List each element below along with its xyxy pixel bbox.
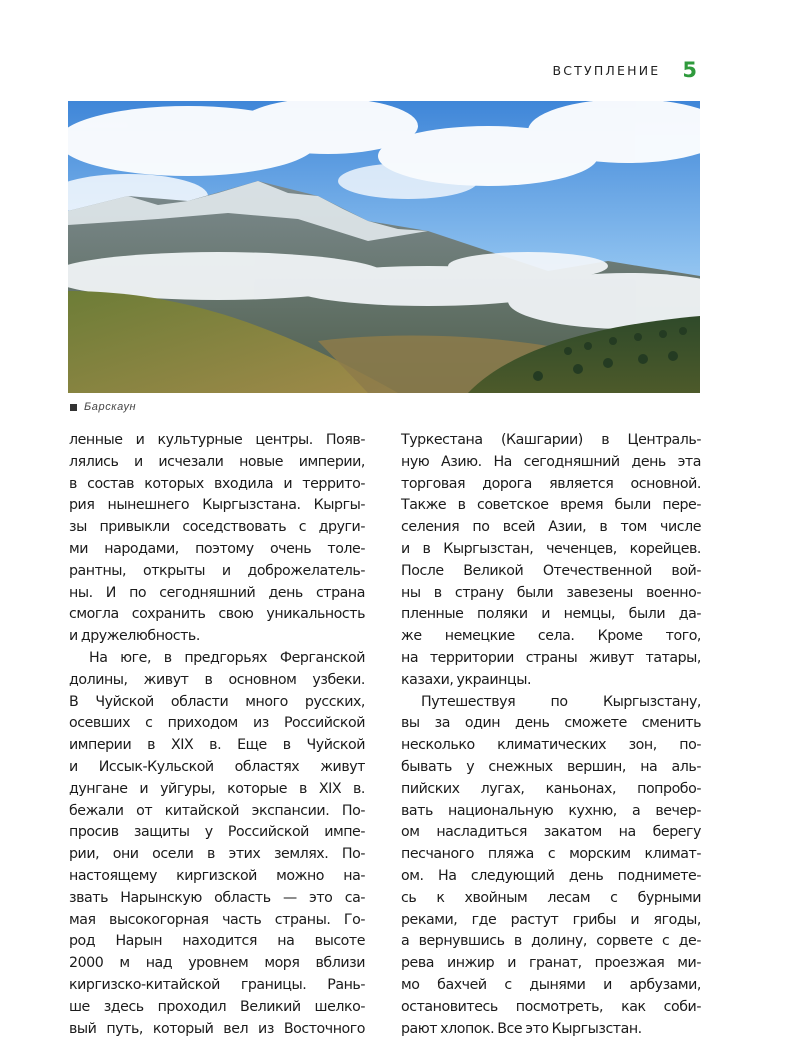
text-line: и дружелюбность. [69, 628, 200, 645]
text-line: рия нынешнего Кыргызстана. Кыргы- [69, 497, 365, 514]
text-line: бывать у снежных вершин, на аль- [401, 758, 701, 775]
text-line: ны. И по сегодняшний день страна [69, 584, 365, 601]
text-line: вы за один день сможете сменить [401, 715, 701, 732]
text-line: звать Нарынскую область — это са- [69, 889, 365, 906]
text-line: осевших с приходом из Российской [69, 715, 365, 732]
caption-text: Барскаун [84, 401, 137, 413]
text-column-left [69, 430, 365, 1040]
section-title: ВСТУПЛЕНИЕ [552, 62, 661, 78]
text-line: ом насладиться закатом на берегу [401, 824, 701, 841]
page-number: 5 [682, 58, 697, 82]
text-line: реками, где растут грибы и ягоды, [401, 911, 701, 928]
text-line: рают хлопок. Все это Кыргызстан. [401, 1020, 642, 1037]
photo-caption [70, 401, 136, 413]
text-line: зы привыкли соседствовать с други- [69, 519, 365, 536]
text-line: селения по всей Азии, в том числе [401, 519, 701, 536]
text-line: ленные и культурные центры. Появ- [69, 432, 365, 448]
text-column-right [401, 430, 701, 1040]
text-line: и в Кыргызстан, чеченцев, корейцев. [401, 540, 701, 557]
text-line: торговая дорога является основной. [401, 475, 701, 492]
text-line: ны в страну были завезены военно- [401, 584, 701, 601]
page-header [552, 58, 697, 82]
text-line: остановитесь посмотреть, как соби- [401, 998, 701, 1015]
text-line: дунгане и уйгуры, которые в XIX в. [69, 780, 365, 797]
text-line: просив защиты у Российской импе- [69, 824, 365, 841]
text-line: ную Азию. На сегодняшний день эта [401, 453, 701, 470]
text-line: империи в XIX в. Еще в Чуйской [69, 737, 365, 754]
text-line: 2000 м над уровнем моря вблизи [69, 955, 365, 972]
text-line: в состав которых входила и террито- [69, 475, 365, 492]
text-line: смогла сохранить свою уникальность [69, 606, 365, 623]
text-line: мая высокогорная часть страны. Го- [69, 911, 365, 928]
text-line: настоящему киргизской можно на- [69, 867, 365, 884]
text-line: несколько климатических зон, по- [401, 737, 701, 754]
text-line: же немецкие села. Кроме того, [401, 628, 701, 645]
text-line: ми народами, поэтому очень толе- [69, 540, 365, 557]
text-line: на территории страны живут татары, [401, 649, 701, 666]
caption-square-icon [70, 404, 77, 411]
text-line: лялись и исчезали новые империи, [69, 453, 365, 470]
text-line: сь к хвойным лесам с бурными [401, 889, 701, 906]
text-line: рии, они осели в этих землях. По- [69, 846, 365, 863]
text-line: Путешествуя по Кыргызстану, [421, 693, 701, 710]
text-line: киргизско-китайской границы. Рань- [69, 976, 365, 993]
text-line: Также в советское время были пере- [401, 497, 701, 514]
text-line: рева инжир и гранат, проезжая ми- [401, 955, 701, 972]
text-line: После Великой Отечественной вой- [401, 562, 701, 579]
text-line: род Нарын находится на высоте [69, 933, 365, 950]
text-line: мо бахчей с дынями и арбузами, [401, 976, 701, 993]
text-line: казахи, украинцы. [401, 671, 532, 688]
text-line: а вернувшись в долину, сорвете с де- [401, 933, 701, 950]
text-line: пленные поляки и немцы, были да- [401, 606, 701, 623]
text-line: На юге, в предгорьях Ферганской [89, 649, 365, 666]
text-line: бежали от китайской экспансии. По- [69, 802, 365, 819]
text-line: В Чуйской области много русских, [69, 693, 365, 710]
text-line: ше здесь проходил Великий шелко- [69, 998, 365, 1015]
text-line: вый путь, который вел из Восточного [69, 1020, 365, 1037]
text-line: вать национальную кухню, а вечер- [401, 802, 701, 819]
mountain-landscape-illustration [68, 101, 700, 393]
text-line: рантны, открыты и доброжелатель- [69, 562, 365, 579]
text-line: Туркестана (Кашгарии) в Централь- [401, 432, 701, 448]
text-line: песчаного пляжа с морским климат- [401, 846, 701, 863]
text-line: ом. На следующий день поднимете- [401, 867, 701, 884]
text-line: долины, живут в основном узбеки. [69, 671, 365, 688]
text-line: пийских лугах, каньонах, попробо- [401, 780, 701, 797]
text-line: и Иссык-Кульской областях живут [69, 758, 365, 775]
landscape-photo [68, 101, 700, 393]
